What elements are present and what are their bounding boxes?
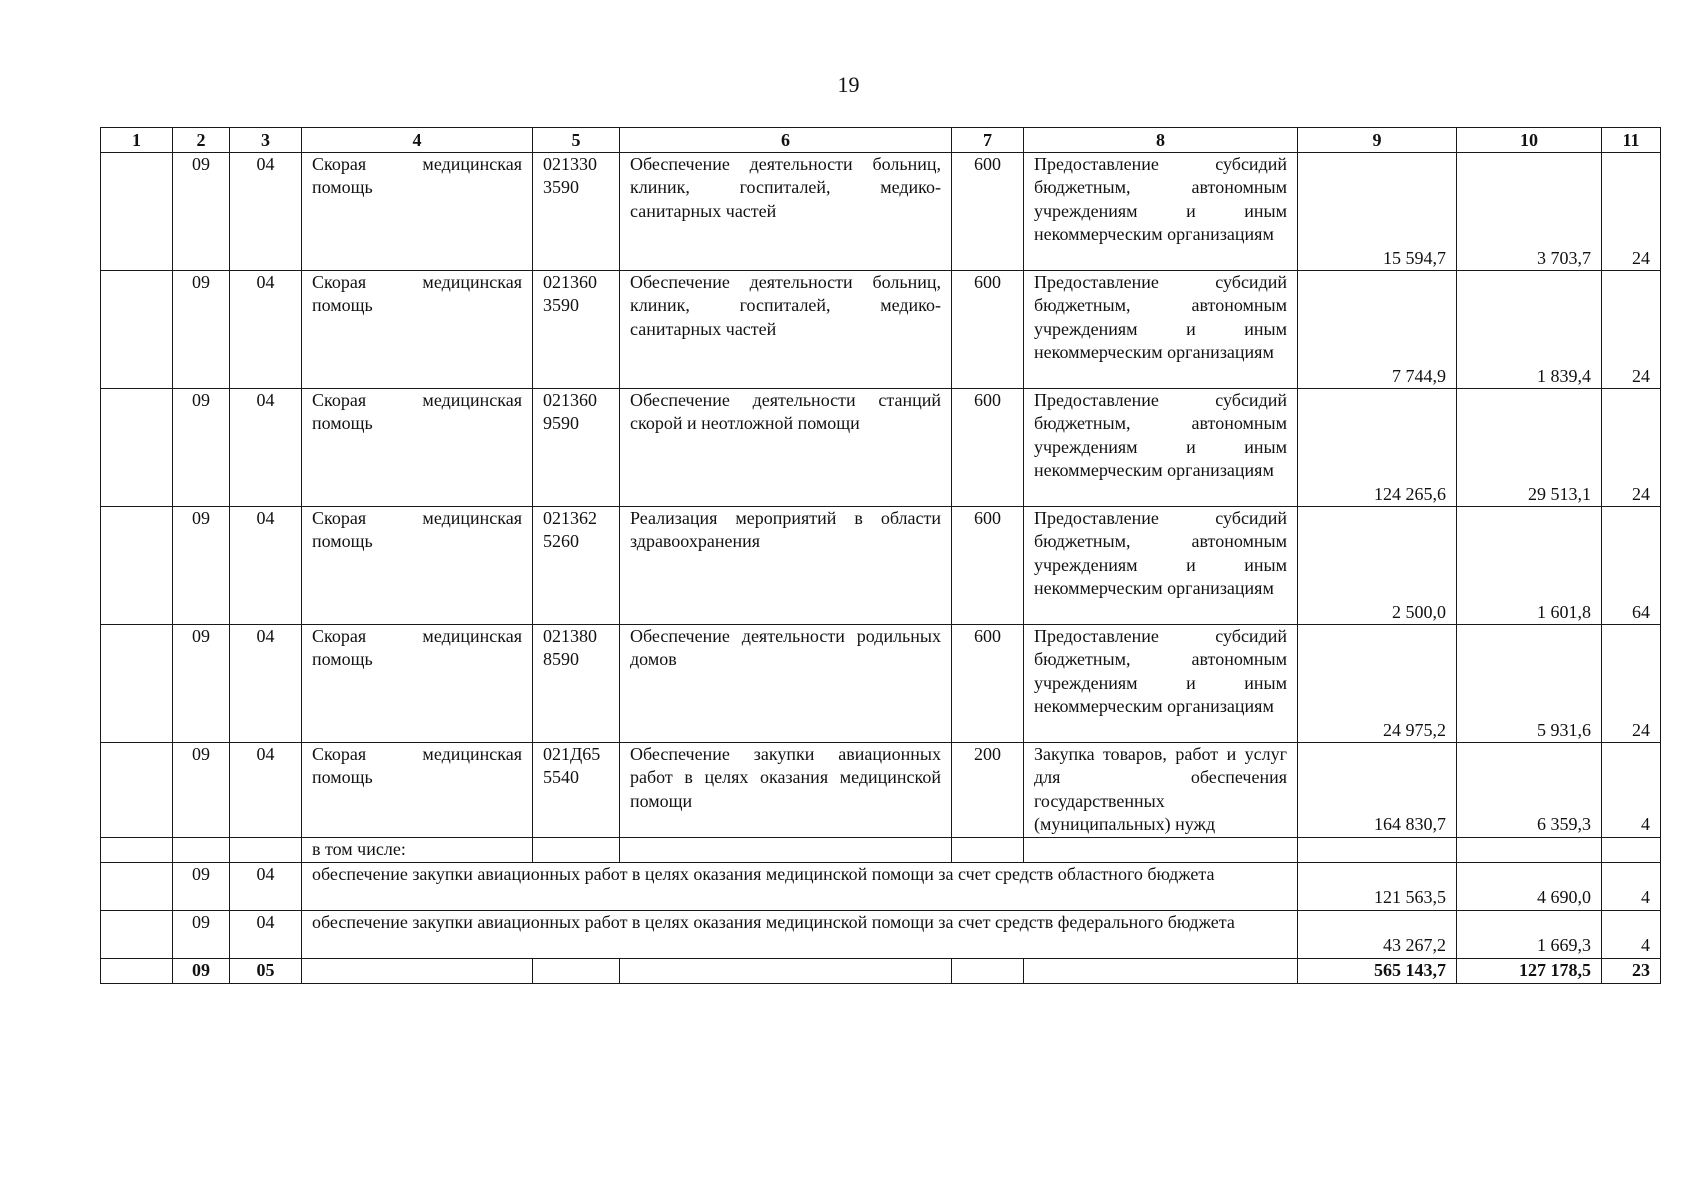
header-cell: 6 bbox=[620, 128, 952, 153]
expense-type-name: Закупка товаров, работ и услуг для обеспечения государственных (муниципальных) нужд bbox=[1024, 743, 1298, 838]
section-code: 09 bbox=[173, 153, 230, 271]
amount-actual: 6 359,3 bbox=[1457, 743, 1602, 838]
amount-plan: 124 265,6 bbox=[1298, 389, 1457, 507]
total-row bbox=[101, 958, 1661, 983]
subsection-code: 04 bbox=[230, 389, 302, 507]
percent-value: 24 bbox=[1602, 271, 1661, 389]
table-cell bbox=[101, 271, 173, 389]
header-cell: 7 bbox=[952, 128, 1024, 153]
total-percent-value: 23 bbox=[1602, 958, 1661, 983]
table-cell bbox=[952, 958, 1024, 983]
subsection-code: 04 bbox=[230, 271, 302, 389]
expense-type-name: Предоставление субсидий бюджетным, автономным учреждениям и иным некоммерческим организациям bbox=[1024, 389, 1298, 507]
subsection-name: Скорая медицинская помощь bbox=[302, 389, 533, 507]
header-cell: 10 bbox=[1457, 128, 1602, 153]
amount-actual: 3 703,7 bbox=[1457, 153, 1602, 271]
header-cell: 9 bbox=[1298, 128, 1457, 153]
budget-table bbox=[100, 127, 1661, 984]
expense-type-code: 200 bbox=[952, 743, 1024, 838]
percent-value: 24 bbox=[1602, 625, 1661, 743]
table-cell bbox=[533, 958, 620, 983]
amount-plan: 24 975,2 bbox=[1298, 625, 1457, 743]
expense-type-name: Предоставление субсидий бюджетным, автономным учреждениям и иным некоммерческим организациям bbox=[1024, 153, 1298, 271]
subsection-code: 05 bbox=[230, 958, 302, 983]
percent-value: 4 bbox=[1602, 910, 1661, 958]
expense-type-name: Предоставление субсидий бюджетным, автономным учреждениям и иным некоммерческим организациям bbox=[1024, 271, 1298, 389]
table-cell bbox=[1024, 958, 1298, 983]
table-row bbox=[101, 389, 1661, 507]
sub-row-description: обеспечение закупки авиационных работ в целях оказания медицинской помощи за счет средств областного бюджета bbox=[302, 862, 1298, 910]
table-cell bbox=[173, 837, 230, 862]
sub-row-description: обеспечение закупки авиационных работ в целях оказания медицинской помощи за счет средств федерального бюджета bbox=[302, 910, 1298, 958]
header-row bbox=[101, 128, 1661, 153]
percent-value: 64 bbox=[1602, 507, 1661, 625]
amount-plan: 7 744,9 bbox=[1298, 271, 1457, 389]
amount-actual: 5 931,6 bbox=[1457, 625, 1602, 743]
subsection-code: 04 bbox=[230, 507, 302, 625]
target-article-name: Обеспечение деятельности родильных домов bbox=[620, 625, 952, 743]
expense-type-code: 600 bbox=[952, 625, 1024, 743]
amount-plan: 15 594,7 bbox=[1298, 153, 1457, 271]
header-cell: 2 bbox=[173, 128, 230, 153]
amount-plan: 164 830,7 bbox=[1298, 743, 1457, 838]
table-cell bbox=[101, 389, 173, 507]
amount-plan: 121 563,5 bbox=[1298, 862, 1457, 910]
target-article-code: 021360 3590 bbox=[533, 271, 620, 389]
including-label: в том числе: bbox=[302, 837, 533, 862]
table-cell bbox=[1024, 837, 1298, 862]
subsection-code: 04 bbox=[230, 862, 302, 910]
table-row bbox=[101, 153, 1661, 271]
target-article-code: 021360 9590 bbox=[533, 389, 620, 507]
section-code: 09 bbox=[173, 743, 230, 838]
table-cell bbox=[101, 958, 173, 983]
expense-type-code: 600 bbox=[952, 271, 1024, 389]
table-cell bbox=[101, 862, 173, 910]
sub-row bbox=[101, 862, 1661, 910]
table-cell bbox=[101, 743, 173, 838]
target-article-code: 021Д65 5540 bbox=[533, 743, 620, 838]
amount-actual: 29 513,1 bbox=[1457, 389, 1602, 507]
subsection-code: 04 bbox=[230, 910, 302, 958]
target-article-code: 021330 3590 bbox=[533, 153, 620, 271]
section-code: 09 bbox=[173, 910, 230, 958]
table-row bbox=[101, 743, 1661, 838]
header-cell: 4 bbox=[302, 128, 533, 153]
section-code: 09 bbox=[173, 271, 230, 389]
amount-plan: 2 500,0 bbox=[1298, 507, 1457, 625]
table-cell bbox=[533, 837, 620, 862]
table-cell bbox=[101, 153, 173, 271]
percent-value: 4 bbox=[1602, 862, 1661, 910]
section-code: 09 bbox=[173, 958, 230, 983]
table-cell bbox=[952, 837, 1024, 862]
header-cell: 8 bbox=[1024, 128, 1298, 153]
header-cell: 3 bbox=[230, 128, 302, 153]
total-amount-plan: 565 143,7 bbox=[1298, 958, 1457, 983]
target-article-code: 021380 8590 bbox=[533, 625, 620, 743]
target-article-name: Обеспечение закупки авиационных работ в целях оказания медицинской помощи bbox=[620, 743, 952, 838]
expense-type-code: 600 bbox=[952, 389, 1024, 507]
table-cell bbox=[620, 958, 952, 983]
percent-value: 4 bbox=[1602, 743, 1661, 838]
section-code: 09 bbox=[173, 625, 230, 743]
target-article-name: Реализация мероприятий в области здравоохранения bbox=[620, 507, 952, 625]
table-cell bbox=[620, 837, 952, 862]
subsection-code: 04 bbox=[230, 153, 302, 271]
table-cell bbox=[1457, 837, 1602, 862]
subsection-name: Скорая медицинская помощь bbox=[302, 153, 533, 271]
target-article-name: Обеспечение деятельности больниц, клиник, госпиталей, медико-санитарных частей bbox=[620, 153, 952, 271]
expense-type-code: 600 bbox=[952, 153, 1024, 271]
subsection-code: 04 bbox=[230, 743, 302, 838]
table-row bbox=[101, 507, 1661, 625]
table-cell bbox=[230, 837, 302, 862]
section-code: 09 bbox=[173, 389, 230, 507]
target-article-name: Обеспечение деятельности станций скорой и неотложной помощи bbox=[620, 389, 952, 507]
subsection-name: Скорая медицинская помощь bbox=[302, 271, 533, 389]
amount-actual: 1 839,4 bbox=[1457, 271, 1602, 389]
expense-type-name: Предоставление субсидий бюджетным, автономным учреждениям и иным некоммерческим организациям bbox=[1024, 625, 1298, 743]
amount-actual: 1 601,8 bbox=[1457, 507, 1602, 625]
amount-actual: 1 669,3 bbox=[1457, 910, 1602, 958]
table-cell bbox=[101, 625, 173, 743]
subsection-name: Скорая медицинская помощь bbox=[302, 625, 533, 743]
subsection-name: Скорая медицинская помощь bbox=[302, 743, 533, 838]
section-code: 09 bbox=[173, 507, 230, 625]
amount-plan: 43 267,2 bbox=[1298, 910, 1457, 958]
header-cell: 11 bbox=[1602, 128, 1661, 153]
target-article-name: Обеспечение деятельности больниц, клиник, госпиталей, медико-санитарных частей bbox=[620, 271, 952, 389]
header-cell: 1 bbox=[101, 128, 173, 153]
sub-row bbox=[101, 910, 1661, 958]
table-cell bbox=[101, 837, 173, 862]
table-cell bbox=[302, 958, 533, 983]
section-code: 09 bbox=[173, 862, 230, 910]
subsection-code: 04 bbox=[230, 625, 302, 743]
expense-type-name: Предоставление субсидий бюджетным, автономным учреждениям и иным некоммерческим организациям bbox=[1024, 507, 1298, 625]
subsection-name: Скорая медицинская помощь bbox=[302, 507, 533, 625]
table-cell bbox=[101, 910, 173, 958]
target-article-code: 021362 5260 bbox=[533, 507, 620, 625]
page-number: 19 bbox=[837, 72, 860, 97]
including-row bbox=[101, 837, 1661, 862]
table-cell bbox=[101, 507, 173, 625]
expense-type-code: 600 bbox=[952, 507, 1024, 625]
table-row bbox=[101, 271, 1661, 389]
table-cell bbox=[1298, 837, 1457, 862]
total-amount-actual: 127 178,5 bbox=[1457, 958, 1602, 983]
percent-value: 24 bbox=[1602, 153, 1661, 271]
header-cell: 5 bbox=[533, 128, 620, 153]
table-cell bbox=[1602, 837, 1661, 862]
amount-actual: 4 690,0 bbox=[1457, 862, 1602, 910]
percent-value: 24 bbox=[1602, 389, 1661, 507]
table-row bbox=[101, 625, 1661, 743]
